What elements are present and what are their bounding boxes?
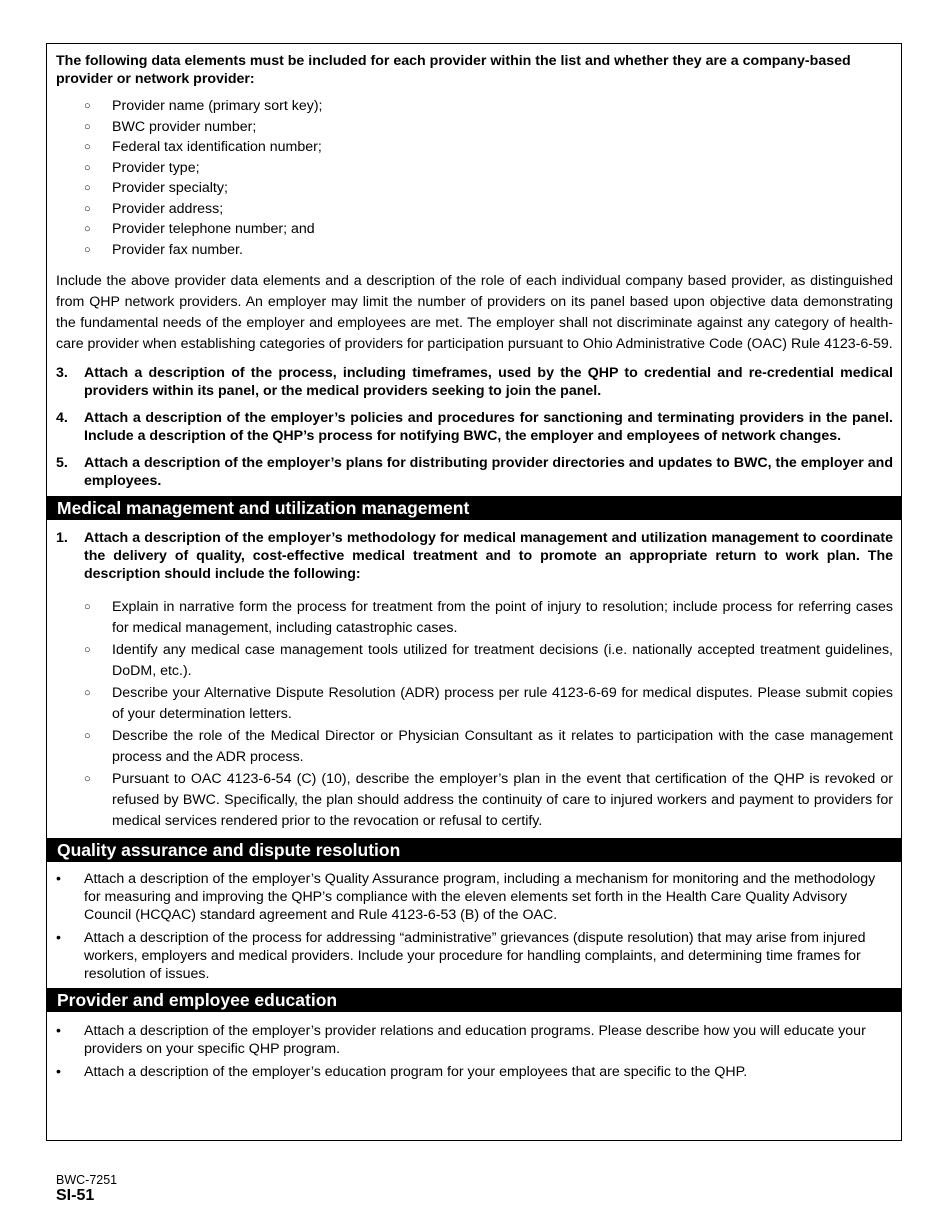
list-item: ○ Provider specialty; (56, 178, 893, 199)
circle-bullet-icon: ○ (84, 687, 91, 699)
circle-bullet-icon: ○ (84, 100, 91, 112)
list-item: • Attach a description of the employer’s Quality Assurance program, including a mechanism for monitoring and the methodology for measuring and improving the QHP’s compliance with the eleven elements set forth in the Health Care Quality Advisory Council (HCQAC) standard agreement and Rule 4123-6-53 (B) of the OAC. (56, 871, 876, 923)
circle-bullet-icon: ○ (84, 120, 91, 133)
list-item: ○ Federal tax identification number; (56, 137, 893, 158)
list-item: ○ Pursuant to OAC 4123-6-54 (C) (10), describe the employer’s plan in the event that certification of the QHP is revoked or refused by BWC. Specifically, the plan should address the continuity of care to injured workers and payment to providers for medical services rendered prior to the revocation or refusal to certify. (84, 771, 893, 829)
bullet-icon: • (56, 871, 61, 887)
list-item: ○ Describe the role of the Medical Director or Physician Consultant as it relates to participation with the case management process and the ADR process. (84, 728, 893, 765)
circle-bullet-icon: ○ (84, 243, 91, 256)
bullet-icon: • (56, 1023, 61, 1039)
circle-bullet-icon: ○ (84, 141, 91, 153)
education-bullets-list (56, 1022, 893, 1081)
list-item: ○ BWC provider number; (56, 117, 893, 138)
circle-bullet-icon: ○ (84, 161, 91, 174)
circle-bullet-icon: ○ (84, 644, 91, 656)
circle-bullet-icon: ○ (84, 773, 91, 785)
list-item: ○ Provider name (primary sort key); (56, 96, 893, 117)
circle-bullet-icon: ○ (84, 730, 91, 742)
page-id: SI-51 (56, 1187, 95, 1204)
quality-bullets-list (56, 870, 893, 983)
numbered-item: 5. Attach a description of the employer’s plans for distributing provider directories and updates to BWC, the employer and employees. (56, 455, 893, 489)
list-item: ○ Provider address; (56, 199, 893, 220)
section-heading-quality: Quality assurance and dispute resolution (47, 838, 901, 862)
provider-data-intro: The following data elements must be included for each provider within the list and whether they are a company-based provider or network provider: (56, 53, 851, 87)
numbered-item: 4. Attach a description of the employer’s policies and procedures for sanctioning and terminating providers in the panel. Include a description of the QHP’s process for notifying BWC, the employer and employees of network changes. (56, 410, 893, 444)
list-item: ○ Explain in narrative form the process for treatment from the point of injury to resolution; include process for referring cases for medical management, including catastrophic cases. (84, 599, 893, 636)
list-item: ○ Identify any medical case management tools utilized for treatment decisions (i.e. nationally accepted treatment guidelines, DoDM, etc.). (84, 642, 893, 679)
list-item: ○ Provider fax number. (56, 240, 893, 261)
list-item: ○ Provider telephone number; and (56, 219, 893, 240)
circle-bullet-icon: ○ (84, 601, 91, 613)
medical-requirements-list (56, 529, 893, 583)
provider-elements-list (56, 96, 893, 260)
form-code: BWC-7251 (56, 1173, 118, 1187)
provider-description-paragraph: Include the above provider data elements and a description of the role of each individual company based provider, as distinguished from QHP network providers. An employer may limit the number of providers on its panel based upon objective data demonstrating the fundamental needs of the employer and employees are met. The employer shall not discriminate against any category of health-care provider when establishing categories of providers for participation pursuant to Ohio Administrative Code (OAC) Rule 4123-6-59. (56, 273, 893, 352)
list-item: • Attach a description of the employer’s education program for your employees that are specific to the QHP. (56, 1064, 748, 1080)
medical-subitems-list (56, 597, 893, 832)
section-heading-medical: Medical management and utilization management (47, 496, 901, 520)
section-heading-education: Provider and employee education (47, 988, 901, 1012)
form-frame (46, 43, 902, 1141)
circle-bullet-icon: ○ (84, 182, 91, 194)
numbered-item: 1. Attach a description of the employer’s methodology for medical management and utilization management to coordinate the delivery of quality, cost-effective medical treatment and to promote an appropriate return to work plan. The description should include the following: (56, 530, 893, 582)
bullet-icon: • (56, 930, 61, 946)
numbered-item: 3. Attach a description of the process, including timeframes, used by the QHP to credential and re-credential medical providers within its panel, or the medical providers seeking to join the panel. (56, 365, 893, 399)
list-item: ○ Provider type; (56, 158, 893, 179)
circle-bullet-icon: ○ (84, 202, 91, 215)
list-item: • Attach a description of the employer’s provider relations and education programs. Please describe how you will educate your providers on your specific QHP program. (56, 1023, 866, 1057)
bullet-icon: • (56, 1064, 61, 1080)
list-item: • Attach a description of the process for addressing “administrative” grievances (dispute resolution) that may arise from injured workers, employers and medical providers. Include your procedure for handling complaints, and determining time frames for resolution of issues. (56, 930, 866, 982)
list-item: ○ Describe your Alternative Dispute Resolution (ADR) process per rule 4123-6-69 for medical disputes. Please submit copies of your determination letters. (84, 685, 893, 722)
provider-requirements-list (56, 364, 893, 490)
circle-bullet-icon: ○ (84, 223, 91, 235)
